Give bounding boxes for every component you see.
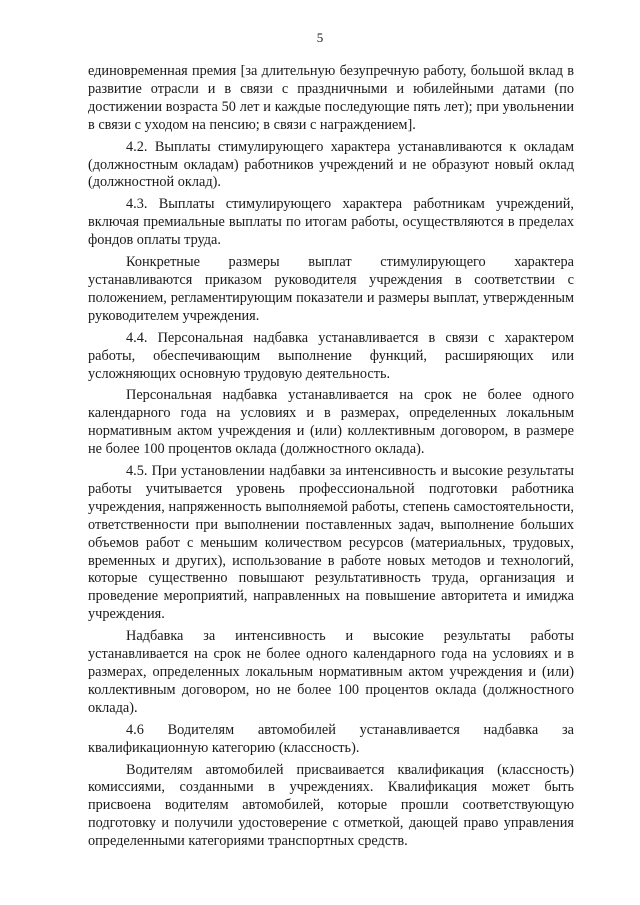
paragraph-stimulating-payment-sizes: Конкретные размеры выплат стимулирующего характера устанавливаются приказом руководителя учреждения в соответствии с положением, регламентирующим показатели и размеры выплат, утвержденным руководителем учреждения. bbox=[88, 254, 574, 324]
paragraph-driver-qualification: Водителям автомобилей присваивается квалификация (классность) комиссиями, созданными в учреждениях. Квалификация может быть присвоена водителям автомобилей, которые прошли соответствующую подготовку и получили удостоверение с отметкой, дающей право управления определенными категориями транспортных средств. bbox=[88, 761, 574, 850]
page-number: 5 bbox=[316, 30, 324, 45]
paragraph-personal-allowance-term: Персональная надбавка устанавливается на срок не более одного календарного года на условиях и в размерах, определенных локальным нормативным актом учреждения и (или) коллективным договором, в размере не более 100 процентов оклада (должностного оклада). bbox=[88, 387, 574, 458]
paragraph-continuation: единовременная премия [за длительную безупречную работу, большой вклад в развитие отрасли и в связи с праздничными и юбилейными датами (по достижении возраста 50 лет и каждые последующие пять лет); при увольнении в связи с уходом на пенсию; в связи с награждением]. bbox=[88, 63, 574, 133]
paragraph-section-4-3: 4.3. Выплаты стимулирующего характера работникам учреждений, включая премиальные выплаты по итогам работы, осуществляются в пределах фондов оплаты труда. bbox=[88, 196, 574, 249]
document-body bbox=[88, 63, 574, 855]
paragraph-section-4-4: 4.4. Персональная надбавка устанавливается в связи с характером работы, обеспечивающим выполнение функций, расширяющих или усложняющих основную трудовую деятельность. bbox=[88, 329, 574, 382]
paragraph-section-4-2: 4.2. Выплаты стимулирующего характера устанавливаются к окладам (должностным окладам) работников учреждений и не образуют новый оклад (должностной оклад). bbox=[88, 138, 574, 191]
paragraph-intensity-allowance-term: Надбавка за интенсивность и высокие результаты работы устанавливается на срок не более одного календарного года на условиях и в размерах, определенных локальным нормативным актом учреждения и (или) коллективным договором, но не более 100 процентов оклада (должностного оклада). bbox=[88, 628, 574, 716]
paragraph-section-4-5: 4.5. При установлении надбавки за интенсивность и высокие результаты работы учитывается уровень профессиональной подготовки работника учреждения, напряженность выполняемой работы, степень самостоятельности, ответственности при выполнении поставленных задач, выполнение больших объемов работ с меньшим количеством ресурсов (материальных, трудовых, временных и других), использование в работе новых методов и технологий, которые существенно повышают результативность труда, организация и проведение мероприятий, направленных на повышение авторитета и имиджа учреждения. bbox=[88, 463, 574, 623]
paragraph-section-4-6: 4.6 Водителям автомобилей устанавливается надбавка за квалификационную категорию (классность). bbox=[88, 721, 574, 756]
